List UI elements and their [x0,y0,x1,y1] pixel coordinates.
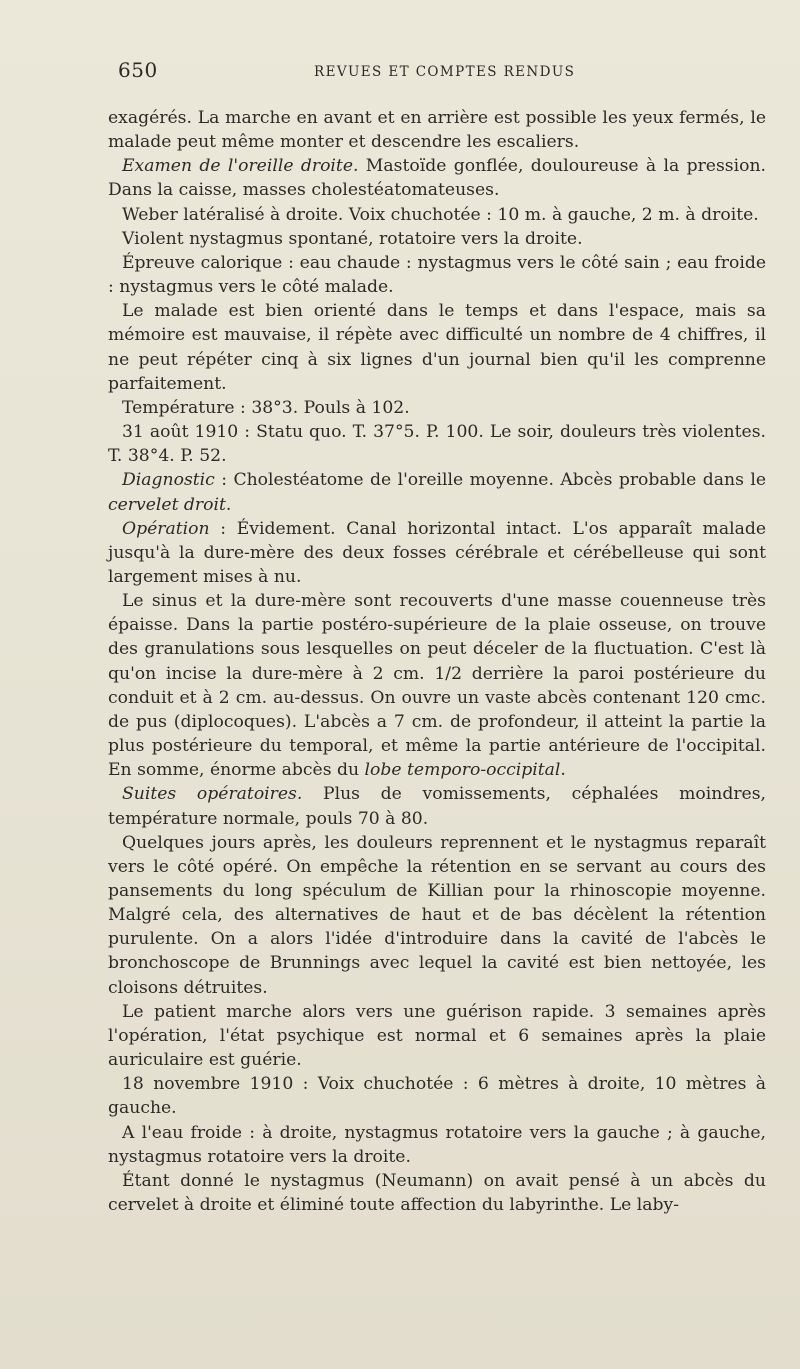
paragraph: Épreuve calorique : eau chaude : nystagmus vers le côté sain ; eau froide : nystagmus vers le côté malade. [108,252,766,298]
section-lead: Opération [122,518,210,539]
paragraph: Violent nystagmus spontané, rotatoire vers la droite. [122,228,583,249]
paragraph: Opération : Évidement. Canal horizontal intact. L'os apparaît malade jusqu'à la dure-mère des deux fosses cérébrale et cérébelleuse qui sont largement mises à nu. [108,518,766,587]
page-number: 650 [118,58,158,82]
paragraph: Le patient marche alors vers une guérison rapide. 3 semaines après l'opération, l'état psychique est normal et 6 semaines après la plaie auriculaire est guérie. [108,1001,766,1071]
section-lead: Suites opératoires. [122,784,303,805]
paragraph: 18 novembre 1910 : Voix chuchotée : 6 mètres à droite, 10 mètres à gauche. [108,1074,766,1119]
paragraph: Examen de l'oreille droite. Mastoïde gonflée, douloureuse à la pression. Dans la caisse, masses cholestéatomateuses. [108,156,766,201]
paragraph: exagérés. La marche en avant et en arrière est possible les yeux fermés, le malade peut même monter et descendre les escaliers. [108,108,766,153]
paragraph: A l'eau froide : à droite, nystagmus rotatoire vers la gauche ; à gauche, nystagmus rotatoire vers la droite. [108,1122,766,1167]
emphasis: lobe temporo-occipital [364,760,561,781]
paragraph: Diagnostic : Cholestéatome de l'oreille moyenne. Abcès probable dans le cervelet droit. [108,470,766,515]
paragraph: Weber latéralisé à droite. Voix chuchotée : 10 m. à gauche, 2 m. à droite. [122,204,759,225]
paragraph: Le sinus et la dure-mère sont recouverts d'une masse couenneuse très épaisse. Dans la partie postéro-supérieure de la plaie osseuse, on trouve des granulations sous lesquelles on peut déceler de la fluctuation. C'est là qu'on incise la dure-mère à 2 cm. 1/2 derrière la paroi postérieure du conduit et à 2 cm. au-dessus. On ouvre un vaste abcès contenant 120 cmc. de pus (diplocoques). L'abcès a 7 cm. de profondeur, il atteint la partie la plus postérieure du temporal, et même la partie antérieure de l'occipital. En somme, énorme abcès du lobe temporo-occipital. [108,591,766,781]
paragraph: Température : 38°3. Pouls à 102. [122,397,410,418]
paragraph: Quelques jours après, les douleurs reprennent et le nystagmus reparaît vers le côté opéré. On empêche la rétention en se servant au cours des pansements du long spéculum de Killian pour la rhinoscopie moyenne. Malgré cela, des alternatives de haut et de bas décèlent la rétention purulente. On a alors l'idée d'introduire dans la cavité de l'abcès le bronchoscope de Brunnings avec lequel la cavité est bien nettoyée, les cloisons détruites. [108,832,766,998]
paragraph: Suites opératoires. Plus de vomissements, céphalées moindres, température normale, pouls 70 à 80. [108,784,766,829]
running-title: REVUES ET COMPTES RENDUS [314,64,576,80]
emphasis: cervelet droit [108,494,226,515]
section-lead: Examen de l'oreille droite. [122,156,359,177]
section-lead: Diagnostic [122,470,215,491]
paragraph: 31 août 1910 : Statu quo. T. 37°5. P. 100. Le soir, douleurs très violentes. T. 38°4. P. 52. [108,422,766,467]
paragraph: Le malade est bien orienté dans le temps et dans l'espace, mais sa mémoire est mauvaise, il répète avec difficulté un nombre de 4 chiffres, il ne peut répéter cinq à six lignes d'un journal bien qu'il les comprenne parfaitement. [108,301,766,394]
article-body [108,106,766,1217]
page-header [118,58,678,88]
paragraph: Étant donné le nystagmus (Neumann) on avait pensé à un abcès du cervelet à droite et éliminé toute affection du labyrinthe. Le laby- [108,1170,766,1216]
